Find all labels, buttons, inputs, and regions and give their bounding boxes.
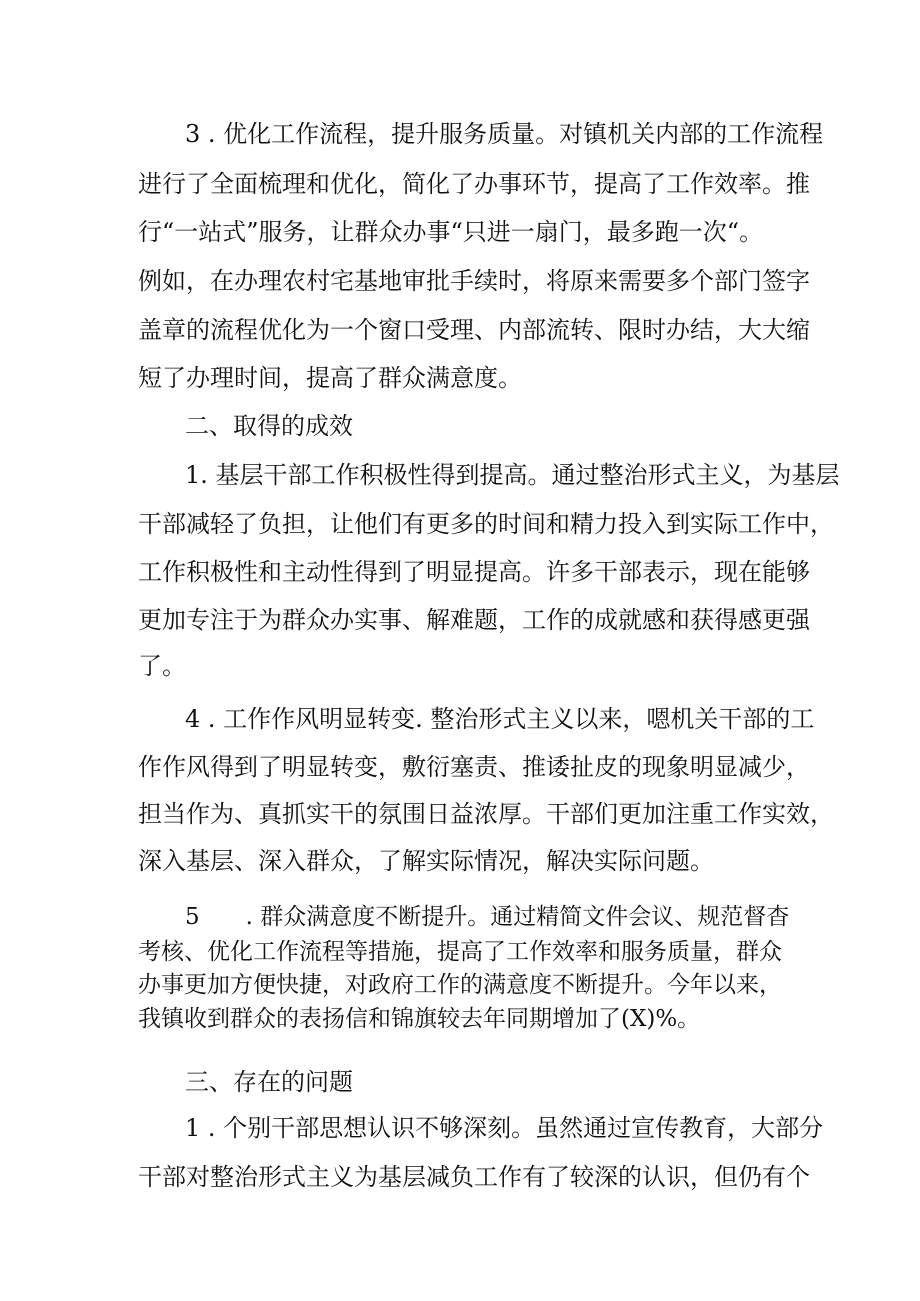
paragraph-line: 行“一站式”服务，让群众办事“只进一扇门，最多跑一次“。 (138, 218, 764, 246)
paragraph-line: 深入基层、深入群众，了解实际情况，解决实际问题。 (138, 847, 714, 875)
paragraph-line: 盖章的流程优化为一个窗口受理、内部流转、限时办结，大大缩 (138, 316, 810, 344)
paragraph-line: 考核、优化工作流程等措施，提高了工作效率和服务质量，群众 (138, 939, 782, 965)
paragraph-line: 担当作为、真抓实干的氛围日益浓厚。干部们更加注重工作实效， (138, 800, 834, 828)
paragraph-line: 干部减轻了负担，让他们有更多的时间和精力投入到实际工作中， (138, 510, 834, 538)
paragraph-line: 3 . 优化工作流程，提升服务质量。对镇机关内部的工作流程 (185, 120, 824, 148)
paragraph-line: 5 . 群众满意度不断提升。通过精简文件会议、规范督杳 (185, 904, 790, 930)
paragraph-line: 4 . 工作作风明显转变. 整治形式主义以来，嗯机关干部的工 (185, 705, 815, 733)
paragraph-line: 作作风得到了明显转变，敷衍塞责、推诿扯皮的现象明显减少， (138, 753, 810, 781)
section-heading: 三、存在的问题 (185, 1068, 353, 1096)
paragraph-line: 办事更加方便快捷，对政府工作的满意度不断提升。今年以来， (138, 972, 782, 998)
paragraph-line: 干部对整治形式主义为基层减负工作有了较深的认识，但仍有个 (138, 1163, 810, 1191)
paragraph-line: 了。 (138, 652, 186, 680)
paragraph-line: 1. 基层干部工作积极性得到提高。通过整治形式主义，为基层 (185, 461, 840, 489)
paragraph-line: 1 . 个别干部思想认识不够深刻。虽然通过宣传教育，大部分 (185, 1114, 824, 1142)
section-heading: 二、取得的成效 (185, 412, 353, 440)
paragraph-line: 我镇收到群众的表扬信和锦旗较去年同期增加了(X)%。 (138, 1006, 701, 1032)
paragraph-line: 例如，在办理农村宅基地审批手续时，将原来需要多个部门签字 (138, 267, 810, 295)
paragraph-line: 进行了全面梳理和优化，简化了办事环节，提高了工作效率。推 (138, 170, 810, 198)
paragraph-line: 工作积极性和主动性得到了明显提高。许多干部表示，现在能够 (138, 558, 810, 586)
paragraph-line: 更加专注于为群众办实事、解难题，工作的成就感和获得感更强 (138, 606, 810, 634)
paragraph-line: 短了办理时间，提高了群众满意度。 (138, 364, 522, 392)
